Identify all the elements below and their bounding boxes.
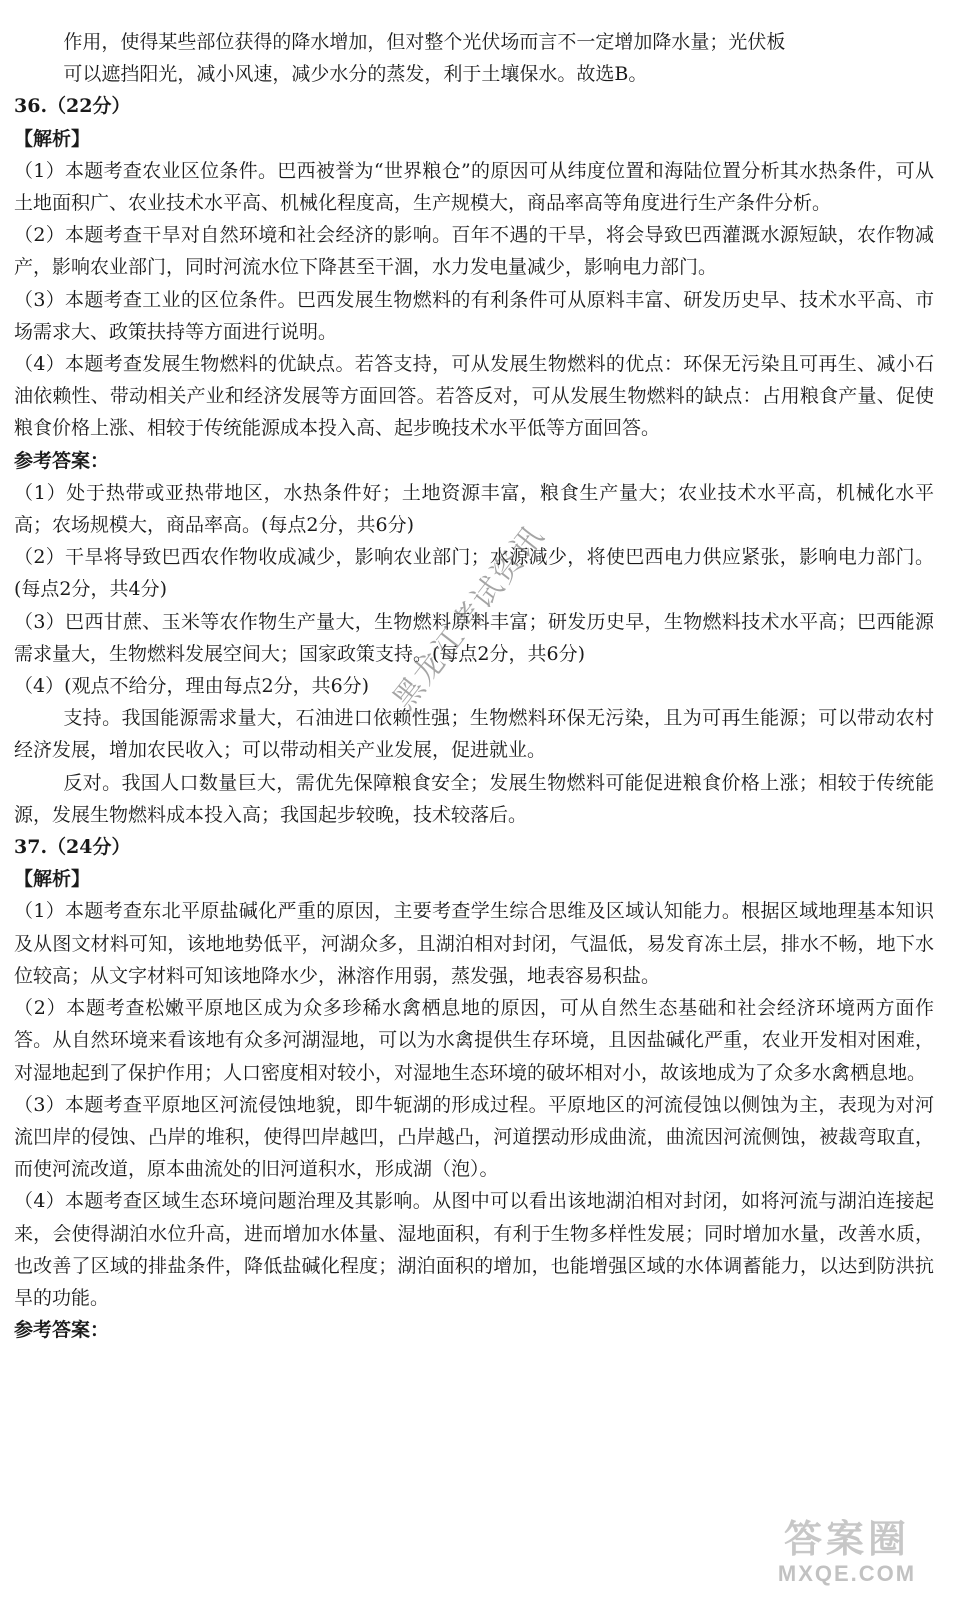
intro-line-1: 作用，使得某些部位获得的降水增加，但对整个光伏场而言不一定增加降水量；光伏板	[63, 31, 786, 53]
q36-analysis-3: （3）本题考查工业的区位条件。巴西发展生物燃料的有利条件可从原料丰富、研发历史早、技术水平高、市场需求大、政策扶持等方面进行说明。	[14, 288, 934, 343]
q37-analysis-3: （3）本题考查平原地区河流侵蚀地貌，即牛轭湖的形成过程。平原地区的河流侵蚀以侧蚀为主，表现为对河流凹岸的侵蚀、凸岸的堆积，使得凹岸越凹，凸岸越凸，河道摆动形成曲流，曲流因河流侧蚀，被裁弯取直，而使河流改道，原本曲流处的旧河道积水，形成湖（泡）。	[14, 1093, 934, 1181]
watermark-logo-main: 答案圈	[783, 1519, 910, 1561]
q36-answer-1: （1）处于热带或亚热带地区，水热条件好；土地资源丰富，粮食生产量大；农业技术水平高，机械化水平高；农场规模大，商品率高。(每点2分，共6分)	[14, 481, 934, 537]
q37-analysis-label: 【解析】	[14, 868, 91, 891]
q36-support-paragraph: 支持。我国能源需求量大，石油进口依赖性强；生物燃料环保无污染，且为可再生能源；可以带动农村经济发展，增加农民收入；可以带动相关产业发展，促进就业。	[14, 707, 934, 762]
q36-analysis-4: （4）本题考查发展生物燃料的优缺点。若答支持，可从发展生物燃料的优点：环保无污染且可再生、减小石油依赖性、带动相关产业和经济发展等方面回答。若答反对，可从发展生物燃料的缺点：占用粮食产量、促使粮食价格上涨、相较于传统能源成本投入高、起步晚技术水平低等方面回答。	[14, 353, 934, 440]
intro-line-2: 可以遮挡阳光，减小风速，减少水分的蒸发，利于土壤保水。故选B。	[63, 63, 648, 86]
q37-analysis-2: （2）本题考查松嫩平原地区成为众多珍稀水禽栖息地的原因，可从自然生态基础和社会经济环境两方面作答。从自然环境来看该地有众多河湖湿地，可以为水禽提供生存环境，且因盐碱化严重，农业开发相对困难，对湿地起到了保护作用；人口密度相对较小，对湿地生态环境的破坏相对小，故该地成为了众多水禽栖息地。	[14, 997, 934, 1084]
document-content	[14, 26, 934, 1346]
watermark-stamp: 黑龙江考试资讯	[386, 518, 552, 717]
q37-analysis-1: （1）本题考查东北平原盐碱化严重的原因，主要考查学生综合思维及区域认知能力。根据区域地理基本知识及从图文材料可知，该地地势低平，河湖众多，且湖泊相对封闭，气温低，易发育冻土层，排水不畅，地下水位较高；从文字材料可知该地降水少，淋溶作用弱，蒸发强，地表容易积盐。	[14, 900, 934, 987]
q36-answer-label: 参考答案：	[14, 449, 110, 472]
q36-analysis-2: （2）本题考查干旱对自然环境和社会经济的影响。百年不遇的干旱，将会导致巴西灌溉水源短缺，农作物减产，影响农业部门，同时河流水位下降甚至干涸，水力发电量减少，影响电力部门。	[14, 224, 934, 279]
q37-answer-label: 参考答案：	[14, 1319, 110, 1342]
q36-answer-3: （3）巴西甘蔗、玉米等农作物生产量大，生物燃料原料丰富；研发历史早，生物燃料技术水平高；巴西能源需求量大，生物燃料发展空间大；国家政策支持。(每点2分，共6分)	[14, 610, 934, 665]
question-36-heading: 36.（22分）	[14, 95, 131, 118]
watermark-logo	[757, 1518, 937, 1590]
q36-analysis-1: （1）本题考查农业区位条件。巴西被誉为“世界粮仓”的原因可从纬度位置和海陆位置分析其水热条件，可从土地面积广、农业技术水平高、机械化程度高，生产规模大，商品率高等角度进行生产条件分析。	[14, 159, 934, 215]
question-37-heading: 37.（24分）	[14, 836, 131, 859]
watermark-logo-sub: MXQE.COM	[777, 1561, 917, 1586]
q36-analysis-label: 【解析】	[14, 127, 91, 150]
q36-answer-2: （2）干旱将导致巴西农作物收成减少，影响农业部门；水源减少，将使巴西电力供应紧张，影响电力部门。(每点2分，共4分)	[14, 546, 934, 601]
q36-answer-4: （4）(观点不给分，理由每点2分，共6分)	[14, 675, 370, 698]
q36-oppose-paragraph: 反对。我国人口数量巨大，需优先保障粮食安全；发展生物燃料可能促进粮食价格上涨；相较于传统能源，发展生物燃料成本投入高；我国起步较晚，技术较落后。	[14, 771, 934, 826]
q37-analysis-4: （4）本题考查区域生态环境问题治理及其影响。从图中可以看出该地湖泊相对封闭，如将河流与湖泊连接起来，会使得湖泊水位升高，进而增加水体量、湿地面积，有利于生物多样性发展；同时增加水量，改善水质，也改善了区域的排盐条件，降低盐碱化程度；湖泊面积的增加，也能增强区域的水体调蓄能力，以达到防洪抗旱的功能。	[14, 1190, 934, 1309]
